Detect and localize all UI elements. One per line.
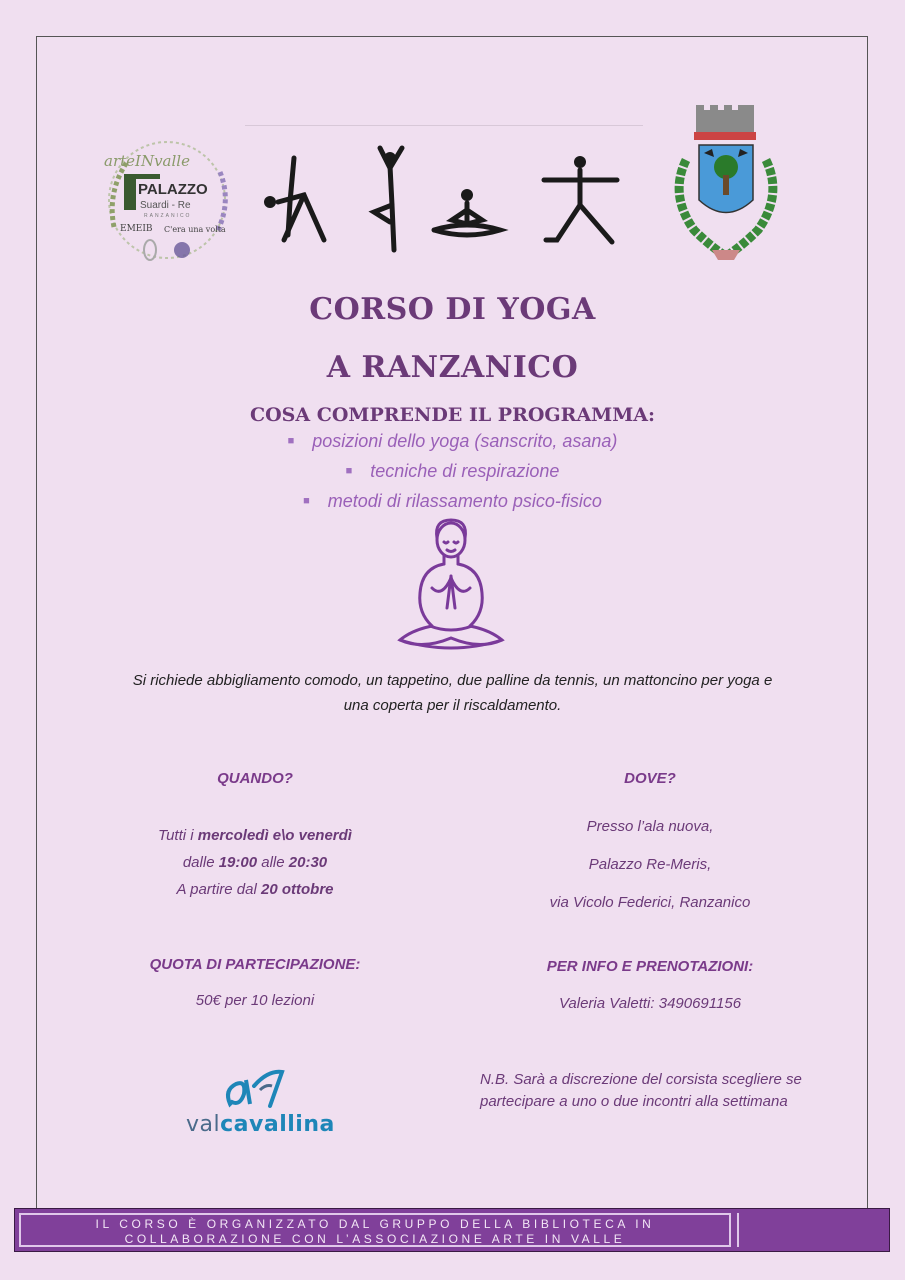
logo-text-cera: C'era una volta (164, 225, 226, 234)
arte-in-valle-logo (92, 132, 242, 267)
footer-text-box (19, 1213, 731, 1247)
fee-value: 50€ per 10 lezioni (195, 992, 315, 1009)
fee-heading: QUOTA DI PARTECIPAZIONE: (149, 956, 361, 973)
course-title-line2: A RANZANICO (326, 350, 579, 385)
when-details: Tutti i mercoledì e\o venerdì dalle 19:00 alle 20:30 A partire dal 20 ottobre (158, 827, 352, 898)
meditating-woman-icon (392, 518, 510, 656)
logo-text-emeib: EMEIB (120, 224, 153, 234)
ranzanico-crest (664, 105, 788, 265)
where-details: Presso l’ala nuova, Palazzo Re-Meris, via Vicolo Federici, Ranzanico (549, 818, 751, 911)
footer-banner (14, 1208, 890, 1252)
where-heading: DOVE? (624, 770, 676, 787)
top-divider (245, 125, 643, 126)
yoga-poses-illustration (262, 140, 632, 255)
program-item: ■ metodi di rilassamento psico-fisico (303, 491, 602, 511)
logo-text-suardi: Suardi - Re (140, 200, 191, 211)
footer-line2: COLLABORAZIONE CON L’ASSOCIAZIONE ARTE IN VALLE (124, 1232, 626, 1246)
note-text: N.B. Sarà a discrezione del corsista scegliere se partecipare a uno o due incontri alla settimana (480, 1071, 802, 1110)
logo-text-palazzo: PALAZZO (138, 181, 208, 198)
logo-text-ranzanico: RANZANICO (144, 213, 192, 219)
info-heading: PER INFO E PRENOTAZIONI: (546, 958, 754, 975)
program-heading: COSA COMPRENDE IL PROGRAMMA: (249, 404, 656, 426)
footer-side-panel (737, 1213, 883, 1247)
info-contact: Valeria Valetti: 3490691156 (558, 995, 742, 1012)
bullet-square-icon: ■ (287, 435, 295, 447)
program-item: ■ tecniche di respirazione (345, 461, 560, 481)
bullet-square-icon: ■ (345, 465, 353, 477)
valcavallina-wordmark: valcavallina (186, 1112, 335, 1137)
course-title-line1: CORSO DI YOGA (309, 292, 596, 327)
requirements-text: Si richiede abbigliamento comodo, un tappetino, due palline da tennis, un mattoncino per yoga e una coperta per il riscaldamento. (132, 672, 773, 714)
when-heading: QUANDO? (217, 770, 293, 787)
program-item: ■ posizioni dello yoga (sanscrito, asana) (287, 431, 618, 451)
footer-line1: IL CORSO È ORGANIZZATO DAL GRUPPO DELLA BIBLIOTECA IN (95, 1217, 655, 1231)
bullet-square-icon: ■ (303, 495, 310, 507)
logo-text-arte: arteINvalle (104, 152, 190, 170)
